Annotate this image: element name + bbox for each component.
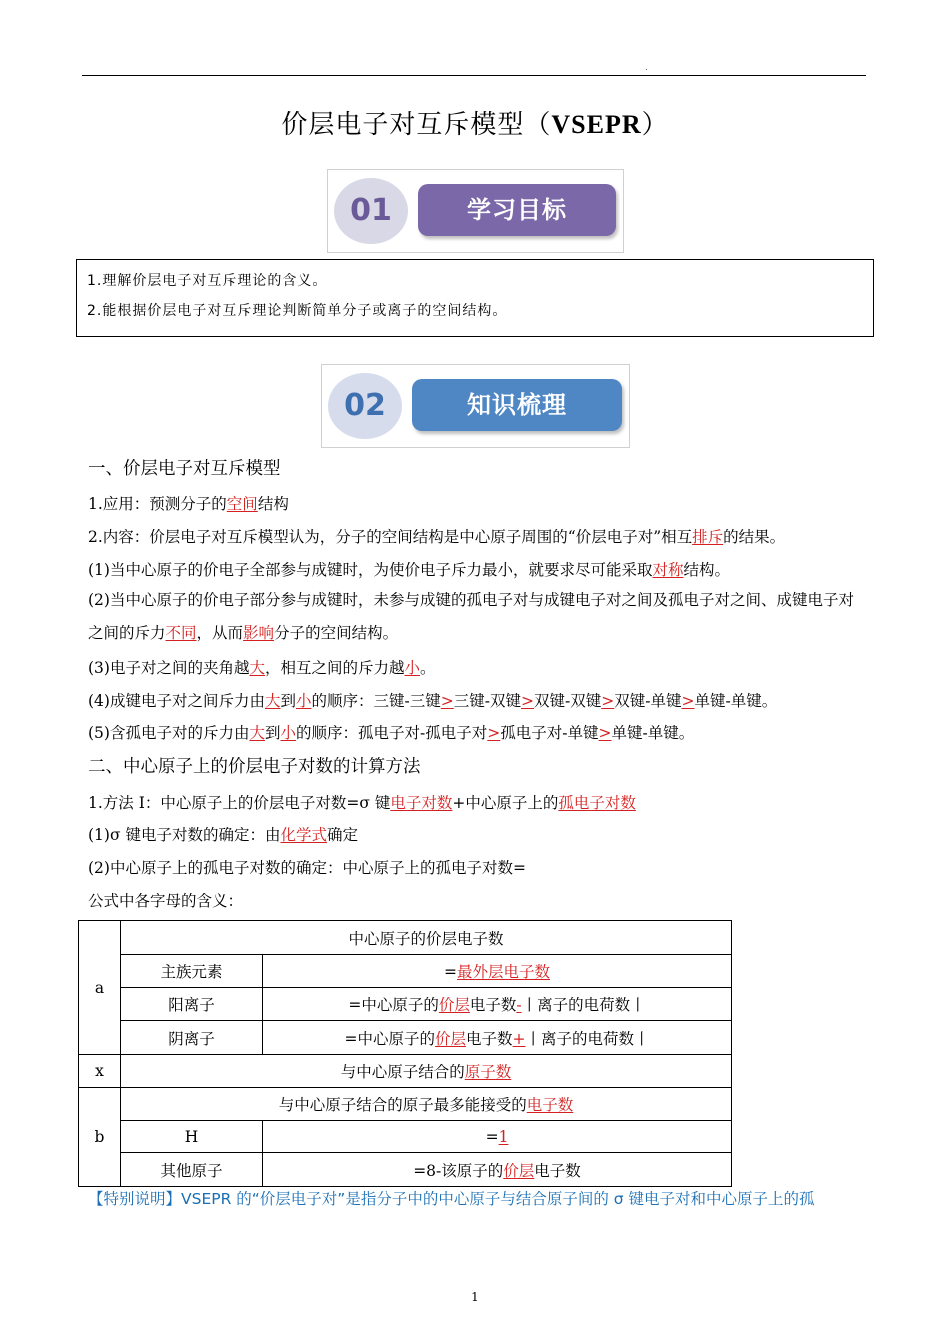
text-paragraph: (2)当中心原子的价电子部分参与成键时，未参与成键的孤电子对与成键电子对之间及孤电子对之间、成键电子对之间的斥力不同，从而影响分子的空间结构。 — [88, 591, 854, 642]
goals-box — [76, 259, 874, 337]
section-heading: 一、价层电子对互斥模型 — [88, 459, 281, 479]
table-cell: 与中心原子结合的原子最多能接受的电子数 — [121, 1088, 732, 1121]
text-line: 公式中各字母的含义： — [88, 892, 244, 910]
text-line: (2)中心原子上的孤电子对数的确定：中心原子上的孤电子对数= — [88, 859, 526, 877]
text-line: (1)当中心原子的价电子全部参与成键时，为使价电子斥力最小，就要求尽可能采取对称结构。 — [88, 561, 730, 579]
table-cell: 其他原子 — [121, 1153, 263, 1187]
learning-goals-banner — [327, 169, 624, 253]
banner-label: 知识梳理 — [412, 379, 622, 431]
row-label-a: a — [79, 921, 121, 1055]
special-note: 【特别说明】VSEPR 的“价层电子对”是指分子中的中心原子与结合原子间的 σ 键电子对和中心原子上的孤 — [88, 1190, 815, 1208]
goal-item: 1.理解价层电子对互斥理论的含义。 — [87, 273, 328, 289]
text-line: (5)含孤电子对的斥力由大到小的顺序：孤电子对-孤电子对>孤电子对-单键>单键-单键。 — [88, 724, 695, 742]
banner-number: 02 — [344, 388, 386, 423]
table-cell: =8-该原子的价层电子数 — [263, 1153, 732, 1187]
row-label-b: b — [79, 1088, 121, 1187]
text-line: 2.内容：价层电子对互斥模型认为，分子的空间结构是中心原子周围的“价层电子对”相互排斥的结果。 — [88, 528, 786, 546]
table-cell: =1 — [263, 1121, 732, 1153]
header-rule — [82, 75, 866, 76]
table-cell: 与中心原子结合的原子数 — [121, 1055, 732, 1088]
knowledge-review-banner — [321, 364, 630, 448]
text-line: 1.应用：预测分子的空间结构 — [88, 495, 289, 513]
table-cell: =中心原子的价层电子数-丨离子的电荷数丨 — [263, 988, 732, 1021]
banner-label: 学习目标 — [418, 184, 616, 236]
table-cell: =中心原子的价层电子数+丨离子的电荷数丨 — [263, 1021, 732, 1055]
text-line: (1)σ 键电子对数的确定：由化学式确定 — [88, 826, 358, 844]
row-label-x: x — [79, 1055, 121, 1088]
header-dot: . — [645, 63, 648, 73]
table-cell: 中心原子的价层电子数 — [121, 921, 732, 955]
table-cell: 主族元素 — [121, 955, 263, 988]
text-line: (4)成键电子对之间斥力由大到小的顺序：三键-三键>三键-双键>双键-双键>双键-单键>单键-单键。 — [88, 692, 778, 710]
page-number: 1 — [471, 1290, 479, 1304]
table-cell: 阴离子 — [121, 1021, 263, 1055]
section-heading: 二、中心原子上的价层电子对数的计算方法 — [88, 757, 421, 777]
formula-letter-table — [78, 920, 732, 1187]
table-cell: H — [121, 1121, 263, 1153]
table-cell: =最外层电子数 — [263, 955, 732, 988]
text-line: (3)电子对之间的夹角越大，相互之间的斥力越小。 — [88, 659, 436, 677]
table-cell: 阳离子 — [121, 988, 263, 1021]
goal-item: 2.能根据价层电子对互斥理论判断简单分子或离子的空间结构。 — [87, 303, 508, 319]
text-line: 1.方法 I：中心原子上的价层电子对数=σ 键电子对数+中心原子上的孤电子对数 — [88, 794, 636, 812]
banner-number: 01 — [350, 193, 392, 228]
page-title: 价层电子对互斥模型（VSEPR） — [281, 110, 669, 140]
